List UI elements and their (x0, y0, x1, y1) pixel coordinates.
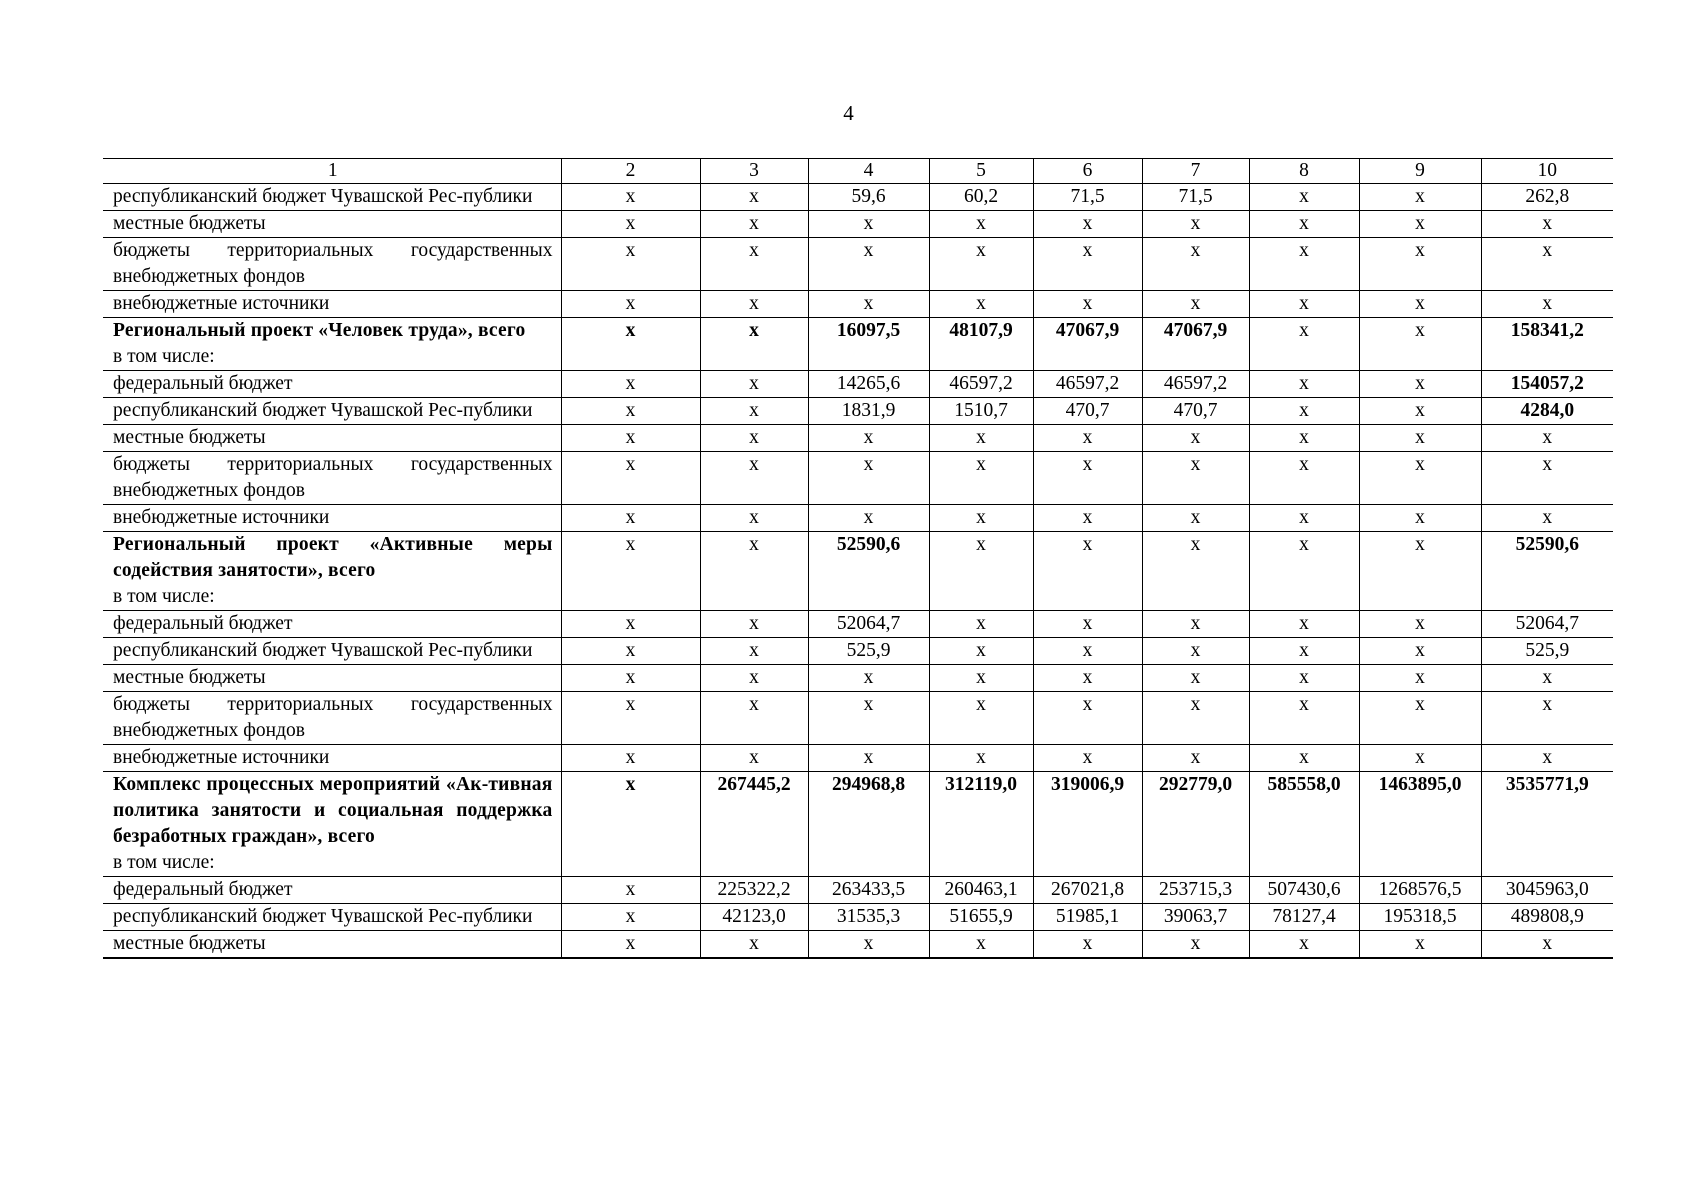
value-cell: х (808, 425, 929, 452)
table-row (103, 398, 1613, 425)
value-cell: х (561, 904, 700, 931)
value-cell: х (1033, 745, 1142, 772)
value-cell: х (1142, 238, 1249, 291)
value-cell: 470,7 (1142, 398, 1249, 425)
value-cell: х (1359, 398, 1481, 425)
row-label: внебюджетные источники (113, 747, 330, 768)
column-header: 4 (808, 159, 929, 184)
value-cell: х (561, 745, 700, 772)
value-cell: 31535,3 (808, 904, 929, 931)
value-cell: х (1481, 238, 1613, 291)
table-row (103, 371, 1613, 398)
value-cell: 60,2 (929, 184, 1033, 211)
value-cell: х (1249, 505, 1359, 532)
row-label: республиканский бюджет Чувашской Рес-публики (113, 186, 533, 207)
value-cell: х (929, 211, 1033, 238)
value-cell: х (700, 745, 808, 772)
value-cell: х (700, 238, 808, 291)
value-cell: х (1249, 318, 1359, 371)
value-cell: 253715,3 (1142, 877, 1249, 904)
value-cell: 263433,5 (808, 877, 929, 904)
row-label: бюджеты территориальных государственных внебюджетных фондов (113, 454, 553, 501)
value-cell: 294968,8 (808, 772, 929, 877)
row-label-cell (103, 745, 561, 772)
value-cell: х (561, 184, 700, 211)
value-cell: х (1033, 238, 1142, 291)
row-label: Региональный проект «Человек труда», всего (113, 320, 526, 341)
value-cell: х (1481, 692, 1613, 745)
column-header: 2 (561, 159, 700, 184)
value-cell: х (1033, 532, 1142, 611)
value-cell: х (700, 452, 808, 505)
row-sublabel: в том числе: (113, 346, 215, 367)
value-cell: 267021,8 (1033, 877, 1142, 904)
table-row (103, 452, 1613, 505)
value-cell: х (700, 638, 808, 665)
table-row (103, 184, 1613, 211)
value-cell: х (700, 371, 808, 398)
value-cell: х (561, 211, 700, 238)
value-cell: х (1142, 532, 1249, 611)
value-cell: 260463,1 (929, 877, 1033, 904)
value-cell: х (1481, 452, 1613, 505)
value-cell: 51655,9 (929, 904, 1033, 931)
table-row (103, 532, 1613, 611)
table-row (103, 638, 1613, 665)
table-row (103, 772, 1613, 877)
table-row (103, 425, 1613, 452)
value-cell: х (1481, 425, 1613, 452)
value-cell: х (561, 877, 700, 904)
value-cell: х (700, 665, 808, 692)
value-cell: 158341,2 (1481, 318, 1613, 371)
value-cell: х (1142, 611, 1249, 638)
value-cell: х (561, 532, 700, 611)
value-cell: х (808, 665, 929, 692)
row-label: Региональный проект «Активные меры содействия занятости», всего (113, 534, 553, 581)
row-label: внебюджетные источники (113, 293, 330, 314)
value-cell: х (808, 238, 929, 291)
value-cell: 52064,7 (808, 611, 929, 638)
value-cell: 59,6 (808, 184, 929, 211)
value-cell: х (700, 532, 808, 611)
value-cell: х (1033, 665, 1142, 692)
row-label: республиканский бюджет Чувашской Рес-публики (113, 906, 533, 927)
value-cell: х (700, 211, 808, 238)
value-cell: х (1249, 452, 1359, 505)
value-cell: х (1359, 532, 1481, 611)
value-cell: х (1481, 931, 1613, 959)
value-cell: 46597,2 (929, 371, 1033, 398)
value-cell: х (700, 425, 808, 452)
value-cell: х (1249, 398, 1359, 425)
value-cell: х (1033, 611, 1142, 638)
value-cell: х (1033, 505, 1142, 532)
value-cell: х (1481, 665, 1613, 692)
value-cell: х (929, 291, 1033, 318)
value-cell: х (929, 931, 1033, 959)
row-label: федеральный бюджет (113, 879, 293, 900)
value-cell: 47067,9 (1142, 318, 1249, 371)
value-cell: 525,9 (808, 638, 929, 665)
value-cell: 4284,0 (1481, 398, 1613, 425)
value-cell: х (1142, 291, 1249, 318)
row-sublabel: в том числе: (113, 586, 215, 607)
value-cell: х (700, 184, 808, 211)
value-cell: х (929, 425, 1033, 452)
row-sublabel: в том числе: (113, 852, 215, 873)
value-cell: 195318,5 (1359, 904, 1481, 931)
column-header: 10 (1481, 159, 1613, 184)
value-cell: 525,9 (1481, 638, 1613, 665)
value-cell: х (1359, 505, 1481, 532)
budget-table (103, 158, 1613, 959)
value-cell: х (929, 452, 1033, 505)
value-cell: 14265,6 (808, 371, 929, 398)
value-cell: х (561, 931, 700, 959)
value-cell: х (700, 318, 808, 371)
value-cell: 585558,0 (1249, 772, 1359, 877)
row-label: бюджеты территориальных государственных внебюджетных фондов (113, 694, 553, 741)
value-cell: х (808, 505, 929, 532)
value-cell: 3045963,0 (1481, 877, 1613, 904)
table-row (103, 692, 1613, 745)
value-cell: х (1359, 931, 1481, 959)
value-cell: х (1249, 238, 1359, 291)
value-cell: х (1249, 291, 1359, 318)
row-label-cell (103, 877, 561, 904)
value-cell: х (929, 745, 1033, 772)
column-header: 7 (1142, 159, 1249, 184)
value-cell: х (1142, 452, 1249, 505)
table-body (103, 184, 1613, 959)
column-header: 9 (1359, 159, 1481, 184)
row-label-cell (103, 665, 561, 692)
value-cell: х (929, 238, 1033, 291)
value-cell: х (700, 505, 808, 532)
value-cell: 71,5 (1142, 184, 1249, 211)
value-cell: х (808, 931, 929, 959)
row-label: местные бюджеты (113, 213, 266, 234)
value-cell: 1831,9 (808, 398, 929, 425)
row-label-cell (103, 211, 561, 238)
row-label-cell (103, 425, 561, 452)
value-cell: х (1249, 931, 1359, 959)
value-cell: х (808, 745, 929, 772)
value-cell: х (1142, 211, 1249, 238)
value-cell: х (1033, 452, 1142, 505)
value-cell: х (1249, 665, 1359, 692)
value-cell: х (1249, 745, 1359, 772)
value-cell: х (1249, 532, 1359, 611)
value-cell: х (808, 452, 929, 505)
row-label-cell (103, 532, 561, 611)
value-cell: 1268576,5 (1359, 877, 1481, 904)
row-label-cell (103, 184, 561, 211)
value-cell: 292779,0 (1142, 772, 1249, 877)
value-cell: х (1359, 318, 1481, 371)
value-cell: х (1142, 425, 1249, 452)
value-cell: 42123,0 (700, 904, 808, 931)
value-cell: х (700, 398, 808, 425)
value-cell: 267445,2 (700, 772, 808, 877)
value-cell: х (561, 452, 700, 505)
row-label-cell (103, 318, 561, 371)
value-cell: х (1033, 931, 1142, 959)
value-cell: х (929, 505, 1033, 532)
value-cell: х (700, 611, 808, 638)
value-cell: х (1033, 425, 1142, 452)
value-cell: х (1249, 692, 1359, 745)
value-cell: 312119,0 (929, 772, 1033, 877)
value-cell: х (1359, 211, 1481, 238)
row-label-cell (103, 398, 561, 425)
value-cell: х (700, 692, 808, 745)
value-cell: х (929, 638, 1033, 665)
row-label: бюджеты территориальных государственных внебюджетных фондов (113, 240, 553, 287)
table-row (103, 291, 1613, 318)
value-cell: х (561, 611, 700, 638)
value-cell: х (1481, 505, 1613, 532)
value-cell: х (561, 291, 700, 318)
value-cell: 46597,2 (1033, 371, 1142, 398)
row-label-cell (103, 452, 561, 505)
value-cell: х (1359, 425, 1481, 452)
value-cell: х (561, 371, 700, 398)
value-cell: х (929, 665, 1033, 692)
value-cell: х (561, 692, 700, 745)
value-cell: х (1481, 291, 1613, 318)
value-cell: х (808, 692, 929, 745)
row-label-cell (103, 904, 561, 931)
value-cell: х (1359, 184, 1481, 211)
value-cell: 52590,6 (808, 532, 929, 611)
row-label: республиканский бюджет Чувашской Рес-публики (113, 640, 533, 661)
value-cell: 78127,4 (1249, 904, 1359, 931)
row-label-cell (103, 505, 561, 532)
value-cell: 154057,2 (1481, 371, 1613, 398)
value-cell: х (1249, 211, 1359, 238)
value-cell: х (561, 425, 700, 452)
value-cell: 319006,9 (1033, 772, 1142, 877)
value-cell: х (1142, 505, 1249, 532)
value-cell: 48107,9 (929, 318, 1033, 371)
value-cell: 470,7 (1033, 398, 1142, 425)
value-cell: 507430,6 (1249, 877, 1359, 904)
value-cell: 51985,1 (1033, 904, 1142, 931)
value-cell: 52590,6 (1481, 532, 1613, 611)
value-cell: х (1142, 665, 1249, 692)
row-label-cell (103, 611, 561, 638)
value-cell: 225322,2 (700, 877, 808, 904)
row-label-cell (103, 692, 561, 745)
value-cell: х (1033, 211, 1142, 238)
value-cell: х (929, 532, 1033, 611)
value-cell: х (929, 611, 1033, 638)
row-label: местные бюджеты (113, 667, 266, 688)
value-cell: х (1142, 692, 1249, 745)
value-cell: х (1249, 611, 1359, 638)
value-cell: х (1359, 665, 1481, 692)
value-cell: х (700, 291, 808, 318)
row-label: внебюджетные источники (113, 507, 330, 528)
value-cell: х (1249, 638, 1359, 665)
value-cell: х (1359, 291, 1481, 318)
table-row (103, 665, 1613, 692)
value-cell: 71,5 (1033, 184, 1142, 211)
value-cell: х (561, 772, 700, 877)
value-cell: 16097,5 (808, 318, 929, 371)
value-cell: х (1033, 291, 1142, 318)
value-cell: х (1359, 692, 1481, 745)
value-cell: х (1249, 425, 1359, 452)
value-cell: х (1033, 692, 1142, 745)
value-cell: х (1359, 452, 1481, 505)
column-header: 5 (929, 159, 1033, 184)
row-label-cell (103, 238, 561, 291)
row-label: федеральный бюджет (113, 373, 293, 394)
table-row (103, 931, 1613, 959)
value-cell: х (1249, 371, 1359, 398)
value-cell: х (561, 398, 700, 425)
table-row (103, 611, 1613, 638)
row-label: республиканский бюджет Чувашской Рес-публики (113, 400, 533, 421)
value-cell: 1510,7 (929, 398, 1033, 425)
value-cell: х (808, 291, 929, 318)
value-cell: 46597,2 (1142, 371, 1249, 398)
value-cell: 47067,9 (1033, 318, 1142, 371)
row-label: местные бюджеты (113, 427, 266, 448)
value-cell: 1463895,0 (1359, 772, 1481, 877)
table-row (103, 877, 1613, 904)
value-cell: х (1249, 184, 1359, 211)
value-cell: х (1142, 638, 1249, 665)
value-cell: х (561, 318, 700, 371)
row-label-cell (103, 371, 561, 398)
column-number-row (103, 159, 1613, 184)
value-cell: х (561, 638, 700, 665)
row-label-cell (103, 638, 561, 665)
value-cell: 39063,7 (1142, 904, 1249, 931)
value-cell: х (561, 665, 700, 692)
value-cell: х (1033, 638, 1142, 665)
row-label-cell (103, 931, 561, 959)
row-label-cell (103, 772, 561, 877)
value-cell: х (561, 238, 700, 291)
page-number: 4 (843, 101, 854, 125)
table-row (103, 505, 1613, 532)
value-cell: 262,8 (1481, 184, 1613, 211)
value-cell: 52064,7 (1481, 611, 1613, 638)
column-header: 6 (1033, 159, 1142, 184)
value-cell: х (929, 692, 1033, 745)
value-cell: х (1359, 611, 1481, 638)
value-cell: х (1359, 238, 1481, 291)
table-row (103, 211, 1613, 238)
value-cell: х (1359, 745, 1481, 772)
table-row (103, 904, 1613, 931)
row-label: федеральный бюджет (113, 613, 293, 634)
value-cell: х (1142, 931, 1249, 959)
value-cell: х (808, 211, 929, 238)
row-label-cell (103, 291, 561, 318)
table-row (103, 238, 1613, 291)
row-label: Комплекс процессных мероприятий «Ак-тивная политика занятости и социальная поддержка безработных граждан», всего (113, 774, 553, 847)
value-cell: х (1359, 638, 1481, 665)
value-cell: х (1481, 211, 1613, 238)
value-cell: 489808,9 (1481, 904, 1613, 931)
column-header: 8 (1249, 159, 1359, 184)
value-cell: х (700, 931, 808, 959)
value-cell: х (1142, 745, 1249, 772)
value-cell: х (1359, 371, 1481, 398)
value-cell: х (1481, 745, 1613, 772)
table-row (103, 318, 1613, 371)
value-cell: х (561, 505, 700, 532)
row-label: местные бюджеты (113, 933, 266, 954)
column-header: 1 (103, 159, 561, 184)
value-cell: 3535771,9 (1481, 772, 1613, 877)
table-row (103, 745, 1613, 772)
column-header: 3 (700, 159, 808, 184)
